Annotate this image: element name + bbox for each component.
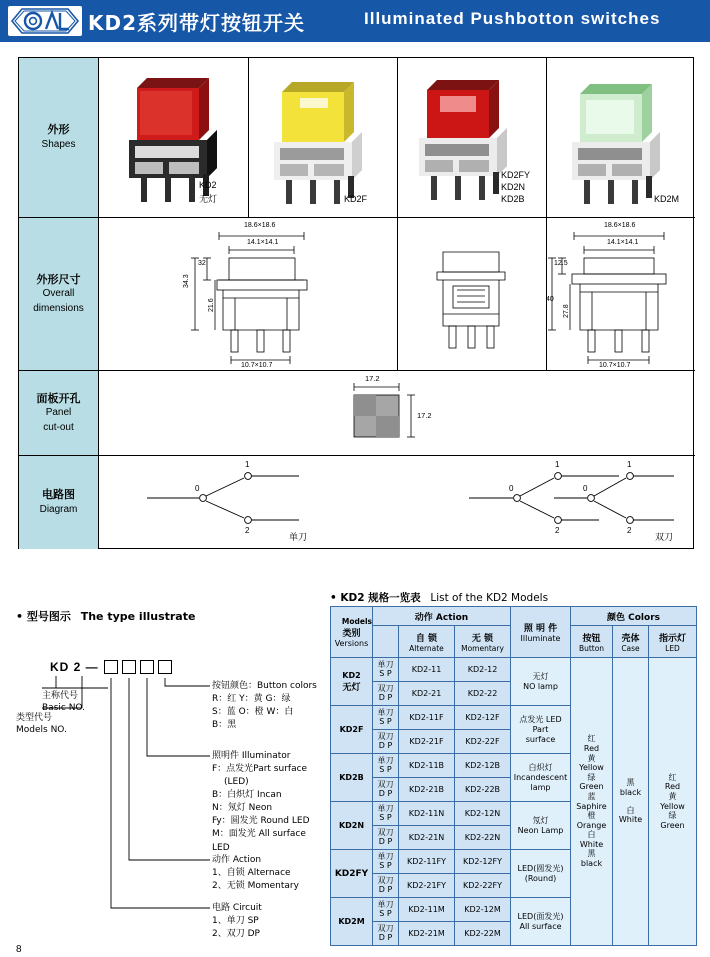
note-action-l1: 1、自锁 Alternace (212, 868, 291, 878)
button-color-5: Green (579, 782, 604, 792)
note-illuminator-l1: F：点发光Part surface (212, 764, 308, 774)
model-kd2-12f: KD2-12F (455, 706, 511, 730)
models-no-label-en: Models NO. (16, 725, 67, 735)
pole-dp-kd2n (373, 826, 399, 850)
note-button-colors-l2: S：蓝 O：橙 W：白 (212, 707, 294, 717)
page-header (0, 0, 710, 42)
pole-dp-kd2m (373, 922, 399, 946)
model-kd2-22b: KD2-22B (455, 778, 511, 802)
pole-dp-kd2n-en: D P (378, 836, 393, 846)
pole-dp-kd2f (373, 730, 399, 754)
button-color-11: White (579, 839, 604, 849)
pole-sp-kd2f-en: S P (379, 716, 392, 726)
model-kd2-11b: KD2-11B (399, 754, 455, 778)
header-case-color-cn: 壳体 (621, 633, 640, 644)
dimension-drawing-center (397, 218, 546, 371)
note-action-head: 动作 Action (212, 855, 262, 865)
row-version-kd2 (331, 658, 373, 706)
diagram-double-label-2: 2 (555, 526, 560, 535)
pole-dp-kd2b-en: D P (378, 788, 393, 798)
illum-kd2 (511, 658, 571, 706)
model-kd2-21m: KD2-21M (399, 922, 455, 946)
header-case-color (613, 626, 649, 658)
shape-caption-kd2-line2: 无灯 (199, 195, 218, 205)
models-no-label-cn: 类型代号 (16, 713, 53, 723)
led-color-4: 绿 (668, 811, 677, 821)
header-alternate-cn: 自 锁 (415, 633, 438, 644)
models-table-title (330, 590, 548, 605)
row-diagram-body (99, 456, 695, 549)
type-illustrate-section (12, 608, 322, 948)
diagram-double-label-1: 1 (555, 460, 560, 469)
dim-right-inner: 14.1×14.1 (607, 239, 639, 246)
button-color-2: 黄 (587, 753, 596, 763)
pole-sp-kd2-cn: 单刀 (377, 660, 394, 670)
row-cutout-body (99, 371, 695, 455)
illum-kd2b-l1: 白炽灯 (528, 762, 553, 772)
row-diagram-label (19, 456, 99, 549)
pole-dp-kd2-en: D P (378, 692, 393, 702)
header-title-kd2: KD2 (88, 11, 138, 35)
pole-dp-kd2m-en: D P (378, 932, 393, 942)
illum-kd2f (511, 706, 571, 754)
note-illuminator-l6: M：面发光 All surface LED (212, 829, 306, 853)
row-version-kd2n: KD2N (331, 802, 373, 850)
diagram-single-name: 单刀 (289, 533, 308, 543)
button-colors-cell (571, 658, 613, 946)
row-dimensions-label-en: Overall (42, 288, 75, 300)
dim-left-top: 18.6×18.6 (244, 222, 276, 229)
diagram-double-label-0: 0 (509, 484, 514, 493)
button-color-3: Yellow (579, 763, 604, 773)
note-circuit-l2: 2、双刀 DP (212, 929, 260, 939)
model-kd2-11f: KD2-11F (399, 706, 455, 730)
header-momentary-cn: 无 锁 (471, 633, 494, 644)
switch-illustration-kd2f (248, 58, 397, 218)
button-color-8: 橙 (587, 811, 596, 821)
header-versions-en: Versions (334, 638, 369, 648)
model-kd2-21b: KD2-21B (399, 778, 455, 802)
row-shapes-label-en: Shapes (41, 139, 76, 151)
button-color-9: Orange (576, 820, 607, 830)
pole-sp-kd2m (373, 898, 399, 922)
case-color-3: White (618, 815, 643, 825)
row-version-kd2-l1: KD2 (342, 670, 361, 680)
shape-caption-kd2-line1: KD2 (199, 180, 217, 190)
case-color-0: 黑 (626, 778, 635, 788)
model-kd2-11m: KD2-11M (399, 898, 455, 922)
illum-kd2m (511, 898, 571, 946)
dim-right-pitch: 10.7×10.7 (599, 362, 631, 369)
note-button-colors-l3: B：黑 (212, 720, 237, 730)
shape-caption-kd2m: KD2M (654, 194, 680, 204)
case-color-2: 白 (626, 805, 635, 815)
illum-kd2f-l1: 点发光 LED (519, 714, 562, 724)
header-button-color-en: Button (578, 643, 605, 653)
pole-sp-kd2fy-en: S P (379, 860, 392, 870)
header-pole-col (373, 626, 399, 658)
dim-left-inner: 14.1×14.1 (247, 239, 279, 246)
led-color-5: Green (660, 820, 685, 830)
illum-kd2m-l1: LED(面发光) (517, 911, 564, 921)
table-header-row-1 (331, 607, 697, 626)
illum-kd2n (511, 802, 571, 850)
illum-kd2fy (511, 850, 571, 898)
illum-kd2f-l2: Part (532, 724, 549, 734)
note-action-l2: 2、无锁 Momentary (212, 881, 299, 891)
pole-sp-kd2-en: S P (379, 668, 392, 678)
row-diagram (19, 456, 695, 549)
note-illuminator-l5: Fy：圆发光 Round LED (212, 816, 310, 826)
header-alternate (399, 626, 455, 658)
pole-dp-kd2fy-en: D P (378, 884, 393, 894)
header-illuminate-cn: 照 明 件 (523, 624, 558, 634)
model-kd2-12b: KD2-12B (455, 754, 511, 778)
header-illuminate-en: Illuminate (520, 634, 561, 643)
row-diagram-label-en: Diagram (39, 504, 78, 516)
pole-dp-kd2b-cn: 双刀 (377, 780, 394, 790)
row-dimensions (19, 218, 695, 371)
model-kd2-11fy: KD2-11FY (399, 850, 455, 874)
model-kd2-12fy: KD2-12FY (455, 850, 511, 874)
models-table-title-cn: • KD2 规格一览表 (330, 592, 421, 604)
dim-left-h3: 21.6 (208, 298, 215, 312)
diagram-double-name: 双刀 (655, 533, 674, 543)
pole-dp-kd2m-cn: 双刀 (377, 924, 394, 934)
pole-sp-kd2fy-cn: 单刀 (377, 852, 394, 862)
row-version-kd2-l2: 无灯 (342, 682, 361, 693)
shape-caption-kd2fy-3: KD2B (501, 194, 525, 204)
illum-kd2-l1: 无灯 (532, 671, 549, 681)
page-number: 8 (16, 944, 22, 955)
case-color-1: black (619, 787, 642, 797)
row-cutout-label-en2: cut-out (43, 421, 74, 433)
header-button-color-cn: 按钮 (582, 633, 601, 644)
header-illuminate (511, 607, 571, 658)
row-shapes-label-cn: 外形 (47, 123, 70, 137)
model-kd2-21f: KD2-21F (399, 730, 455, 754)
button-color-13: black (580, 859, 603, 869)
note-button-colors-head: 按钮颜色：Button colors (212, 681, 317, 691)
button-color-4: 绿 (587, 772, 596, 782)
pole-dp-kd2fy (373, 874, 399, 898)
basic-no-label-cn: 主称代号 (42, 691, 79, 701)
button-color-6: 蓝 (587, 791, 596, 801)
illum-kd2n-l2: Neon Lamp (517, 825, 564, 835)
note-button-colors-l1: R：红 Y：黄 G：绿 (212, 694, 291, 704)
row-version-kd2m: KD2M (331, 898, 373, 946)
button-color-1: Red (583, 743, 600, 753)
button-color-0: 红 (587, 734, 596, 744)
illum-kd2n-l1: 氖灯 (532, 815, 549, 825)
header-led-color-en: LED (665, 643, 680, 653)
diagram-single-label-2: 2 (245, 526, 250, 535)
model-kd2-22fy: KD2-22FY (455, 874, 511, 898)
brand-logo (8, 6, 82, 36)
header-led-color (649, 626, 697, 658)
header-alternate-en: Alternate (409, 643, 444, 653)
shape-caption-kd2fy-1: KD2FY (501, 170, 531, 180)
row-diagram-label-cn: 电路图 (42, 488, 75, 502)
illum-kd2f-l3: surface (525, 734, 556, 744)
illum-kd2m-l2: All surface (519, 921, 562, 931)
shape-cell-kd2 (99, 58, 248, 217)
header-title-cn-text: 系列带灯按钮开关 (137, 11, 306, 35)
led-color-2: 黄 (668, 791, 677, 801)
circuit-diagram (99, 456, 695, 549)
shape-cell-kd2m (546, 58, 695, 217)
row-cutout-label-cn: 面板开孔 (36, 391, 81, 405)
button-color-7: Saphire (576, 801, 607, 811)
header-title-en: Illuminated Pushbotton switches (364, 9, 661, 28)
model-kd2-12n: KD2-12N (455, 802, 511, 826)
pole-dp-kd2f-en: D P (378, 740, 393, 750)
pole-sp-kd2m-cn: 单刀 (377, 900, 394, 910)
shape-cell-kd2fy (397, 58, 546, 217)
case-colors-cell (613, 658, 649, 946)
row-cutout-label-en: Panel (45, 407, 72, 419)
pole-sp-kd2n-en: S P (379, 812, 392, 822)
illum-kd2b-l3: lamp (530, 782, 551, 792)
model-kd2-22: KD2-22 (455, 682, 511, 706)
row-version-kd2b: KD2B (331, 754, 373, 802)
dim-right-h3: 27.8 (563, 304, 570, 318)
pole-sp-kd2m-en: S P (379, 908, 392, 918)
pole-sp-kd2f (373, 706, 399, 730)
note-illuminator-l4: N：氖灯 Neon (212, 803, 273, 813)
illum-kd2fy-l2: (Round) (524, 873, 557, 883)
led-color-3: Yellow (660, 801, 685, 811)
cutout-width-label: 17.2 (365, 374, 380, 383)
shape-caption-kd2f: KD2F (344, 194, 368, 204)
diagram-double-label-4: 1 (627, 460, 632, 469)
row-dimensions-body (99, 218, 695, 370)
model-kd2-21: KD2-21 (399, 682, 455, 706)
header-momentary-en: Momentary (461, 643, 504, 653)
row-version-kd2fy: KD2FY (331, 850, 373, 898)
pole-dp-kd2-cn: 双刀 (377, 684, 394, 694)
table-row (331, 658, 697, 682)
shape-caption-kd2fy-2: KD2N (501, 182, 526, 192)
led-colors-cell (649, 658, 697, 946)
cutout-drawing (99, 371, 695, 456)
row-dimensions-label (19, 218, 99, 370)
header-action: 动作 Action (373, 607, 511, 626)
row-shapes (19, 58, 695, 218)
type-illustrate-title-en: The type illustrate (80, 610, 196, 623)
diagram-double-label-5: 2 (627, 526, 632, 535)
dim-left-pitch: 10.7×10.7 (241, 362, 273, 369)
cutout-height-label: 17.2 (417, 411, 432, 420)
note-illuminator-l2: (LED) (224, 777, 249, 787)
header-versions-cn: 类别 (342, 628, 361, 639)
pole-dp-kd2n-cn: 双刀 (377, 828, 394, 838)
pole-sp-kd2 (373, 658, 399, 682)
type-illustrate-title-cn: • 型号图示 (16, 610, 71, 623)
note-circuit-l1: 1、单刀 SP (212, 916, 259, 926)
model-kd2-22n: KD2-22N (455, 826, 511, 850)
specification-table (18, 57, 694, 549)
button-color-12: 黑 (587, 849, 596, 859)
row-dimensions-label-en2: dimensions (33, 302, 84, 314)
pole-dp-kd2f-cn: 双刀 (377, 732, 394, 742)
pole-sp-kd2f-cn: 单刀 (377, 708, 394, 718)
model-kd2-11n: KD2-11N (399, 802, 455, 826)
illum-kd2fy-l1: LED(圆发光) (517, 863, 564, 873)
row-shapes-body (99, 58, 695, 217)
pole-dp-kd2 (373, 682, 399, 706)
model-kd2-12: KD2-12 (455, 658, 511, 682)
illum-kd2b (511, 754, 571, 802)
model-kd2-11: KD2-11 (399, 658, 455, 682)
dim-right-top: 18.6×18.6 (604, 222, 636, 229)
dim-right-h1: 12.5 (554, 260, 568, 267)
dim-right-h2: 40 (546, 296, 554, 303)
header-momentary (455, 626, 511, 658)
row-dimensions-label-cn: 外形尺寸 (36, 272, 81, 286)
dim-left-h2: 34.3 (183, 274, 190, 288)
header-models-en: Models (341, 616, 372, 626)
header-colors: 颜色 Colors (571, 607, 697, 626)
type-illustrate-leaders (12, 608, 322, 948)
model-kd2-22f: KD2-22F (455, 730, 511, 754)
type-code-prefix: KD 2 — (50, 660, 99, 674)
pole-sp-kd2b-en: S P (379, 764, 392, 774)
row-shapes-label (19, 58, 99, 217)
note-illuminator-l3: B：白炽灯 Incan (212, 790, 282, 800)
header-case-color-en: Case (621, 643, 640, 653)
led-color-0: 红 (668, 772, 677, 782)
model-kd2-22m: KD2-22M (455, 922, 511, 946)
pole-sp-kd2fy (373, 850, 399, 874)
header-title-cn (88, 7, 305, 36)
header-led-color-cn: 指示灯 (658, 633, 686, 644)
basic-no-label-en: Basic NO. (42, 703, 86, 713)
model-kd2-12m: KD2-12M (455, 898, 511, 922)
pole-sp-kd2n-cn: 单刀 (377, 804, 394, 814)
row-version-kd2f: KD2F (331, 706, 373, 754)
models-table-section (330, 590, 696, 948)
diagram-single-label-1: 1 (245, 460, 250, 469)
dim-left-h1: 32 (198, 260, 206, 267)
aol-logo-icon (10, 8, 80, 34)
pole-sp-kd2b-cn: 单刀 (377, 756, 394, 766)
models-table (330, 606, 697, 946)
model-kd2-21fy: KD2-21FY (399, 874, 455, 898)
pole-dp-kd2b (373, 778, 399, 802)
header-versions (331, 607, 373, 658)
header-button-color (571, 626, 613, 658)
shape-cell-kd2f (248, 58, 397, 217)
model-kd2-21n: KD2-21N (399, 826, 455, 850)
illum-kd2b-l2: Incandescent (513, 772, 568, 782)
row-cutout-label (19, 371, 99, 455)
led-color-1: Red (664, 782, 681, 792)
note-illuminator-head: 照明件 Illuminator (212, 751, 291, 761)
switch-illustration-kd2 (99, 58, 248, 218)
pole-sp-kd2b (373, 754, 399, 778)
pole-sp-kd2n (373, 802, 399, 826)
illum-kd2-l2: NO lamp (523, 681, 558, 691)
pole-dp-kd2fy-cn: 双刀 (377, 876, 394, 886)
diagram-single-label-0: 0 (195, 484, 200, 493)
note-circuit-head: 电路 Circuit (212, 903, 262, 913)
button-color-10: 白 (587, 830, 596, 840)
diagram-double-label-3: 0 (583, 484, 588, 493)
row-cutout (19, 371, 695, 456)
models-table-title-en: List of the KD2 Models (430, 592, 549, 604)
